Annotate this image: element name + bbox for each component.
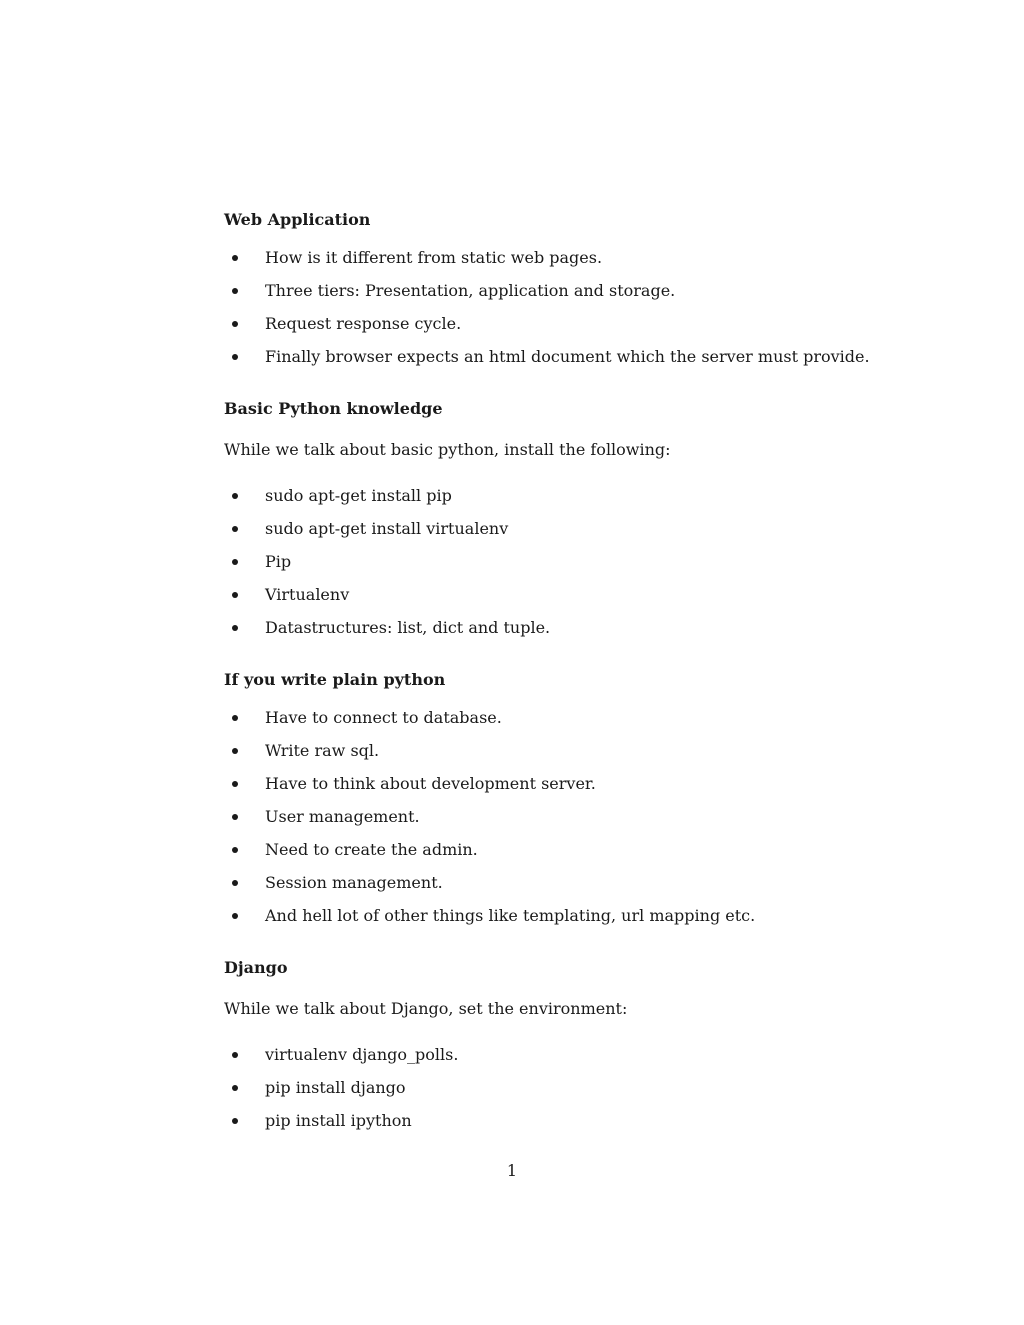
list-item: Virtualenv <box>248 585 349 605</box>
bullet-icon <box>232 493 238 499</box>
bullet-icon <box>232 255 238 261</box>
bullet-icon <box>232 592 238 598</box>
bullet-icon <box>232 814 238 820</box>
list-item: Write raw sql. <box>248 741 379 761</box>
list-item: virtualenv django_polls. <box>248 1045 458 1065</box>
list-item: pip install django <box>248 1078 406 1098</box>
section-heading-plain-python: If you write plain python <box>224 670 446 689</box>
bullet-icon <box>232 625 238 631</box>
list-item: sudo apt-get install pip <box>248 486 452 506</box>
list-item: Datastructures: list, dict and tuple. <box>248 618 550 638</box>
bullet-icon <box>232 526 238 532</box>
list-item: And hell lot of other things like templating, url mapping etc. <box>248 906 755 926</box>
bullet-icon <box>232 880 238 886</box>
list-item: pip install ipython <box>248 1111 412 1131</box>
page-number: 1 <box>506 1161 518 1180</box>
list-item: Pip <box>248 552 291 572</box>
section-heading-basic-python: Basic Python knowledge <box>224 399 443 418</box>
list-item: Request response cycle. <box>248 314 461 334</box>
section-intro-basic-python: While we talk about basic python, install the following: <box>224 440 671 459</box>
bullet-icon <box>232 1052 238 1058</box>
bullet-icon <box>232 748 238 754</box>
bullet-icon <box>232 913 238 919</box>
list-item: Need to create the admin. <box>248 840 478 860</box>
list-item: Finally browser expects an html document which the server must provide. <box>248 347 870 367</box>
bullet-icon <box>232 1118 238 1124</box>
list-item: Session management. <box>248 873 443 893</box>
section-intro-django: While we talk about Django, set the environment: <box>224 999 628 1018</box>
list-item: User management. <box>248 807 420 827</box>
bullet-icon <box>232 288 238 294</box>
bullet-icon <box>232 559 238 565</box>
bullet-icon <box>232 354 238 360</box>
list-item: Have to connect to database. <box>248 708 502 728</box>
section-heading-web-application: Web Application <box>224 210 371 229</box>
bullet-icon <box>232 847 238 853</box>
list-item: Have to think about development server. <box>248 774 596 794</box>
list-item: sudo apt-get install virtualenv <box>248 519 508 539</box>
list-item: How is it different from static web pages. <box>248 248 602 268</box>
section-heading-django: Django <box>224 958 288 977</box>
bullet-icon <box>232 1085 238 1091</box>
bullet-icon <box>232 321 238 327</box>
list-item: Three tiers: Presentation, application and storage. <box>248 281 675 301</box>
bullet-icon <box>232 781 238 787</box>
bullet-icon <box>232 715 238 721</box>
